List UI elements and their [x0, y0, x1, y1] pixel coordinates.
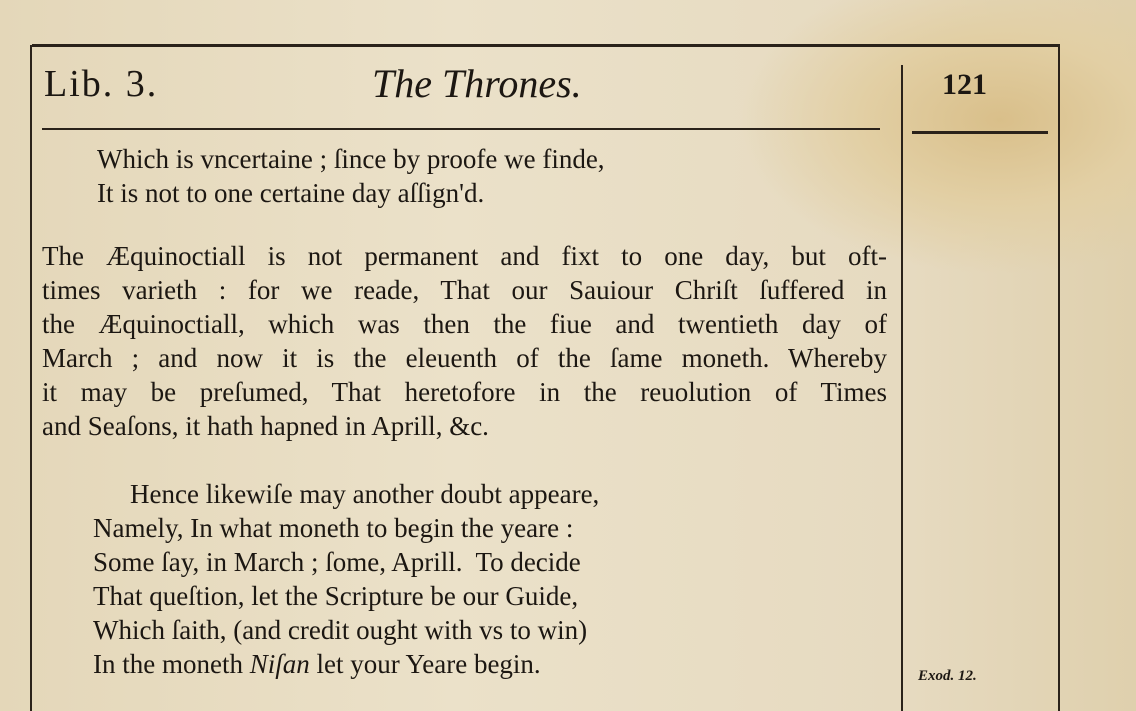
book-number: 3. [125, 63, 159, 105]
verse-line: Namely, In what moneth to begin the yeare : [93, 513, 574, 543]
header-rule [42, 128, 880, 130]
italic-word: Niſan [249, 649, 310, 679]
verse-line: Which is vncertaine ; ſince by proofe we finde, [97, 144, 605, 174]
verse-text: In the moneth [93, 649, 250, 679]
page-number: 121 [942, 68, 987, 101]
frame-right [1058, 45, 1060, 711]
verse-line: Which ſaith, (and credit ought with vs to win) [93, 615, 588, 645]
prose-line: the Æquinoctiall, which was then the fiue and twentieth day of [42, 309, 887, 339]
book-label-text: Lib. [44, 63, 115, 105]
prose-line: times varieth : for we reade, That our Sauiour Chriſt ſuffered in [42, 275, 887, 305]
prose-line: The Æquinoctiall is not permanent and fixt to one day, but oft- [42, 241, 887, 271]
frame-left [30, 45, 32, 711]
verse-text: let your Yeare begin. [309, 649, 541, 679]
prose-line: and Seaſons, it hath hapned in Aprill, &c. [42, 411, 489, 441]
margin-note: Exod. 12. [918, 668, 977, 684]
prose-line: it may be preſumed, That heretofore in the reuolution of Times [42, 377, 887, 407]
verse-line: Some ſay, in March ; ſome, Aprill. To decide [93, 547, 581, 577]
verse-line: It is not to one certaine day aſſign'd. [97, 178, 485, 208]
frame-top [32, 44, 1060, 47]
margin-header-rule [912, 131, 1048, 134]
running-title: The Thrones. [372, 61, 582, 106]
prose-line: March ; and now it is the eleuenth of the ſame moneth. Whereby [42, 343, 887, 373]
verse-line [93, 647, 541, 681]
verse-line: That queſtion, let the Scripture be our Guide, [93, 581, 579, 611]
margin-divider [901, 65, 903, 711]
verse-line: Hence likewiſe may another doubt appeare, [130, 479, 600, 509]
book-label [44, 62, 158, 106]
